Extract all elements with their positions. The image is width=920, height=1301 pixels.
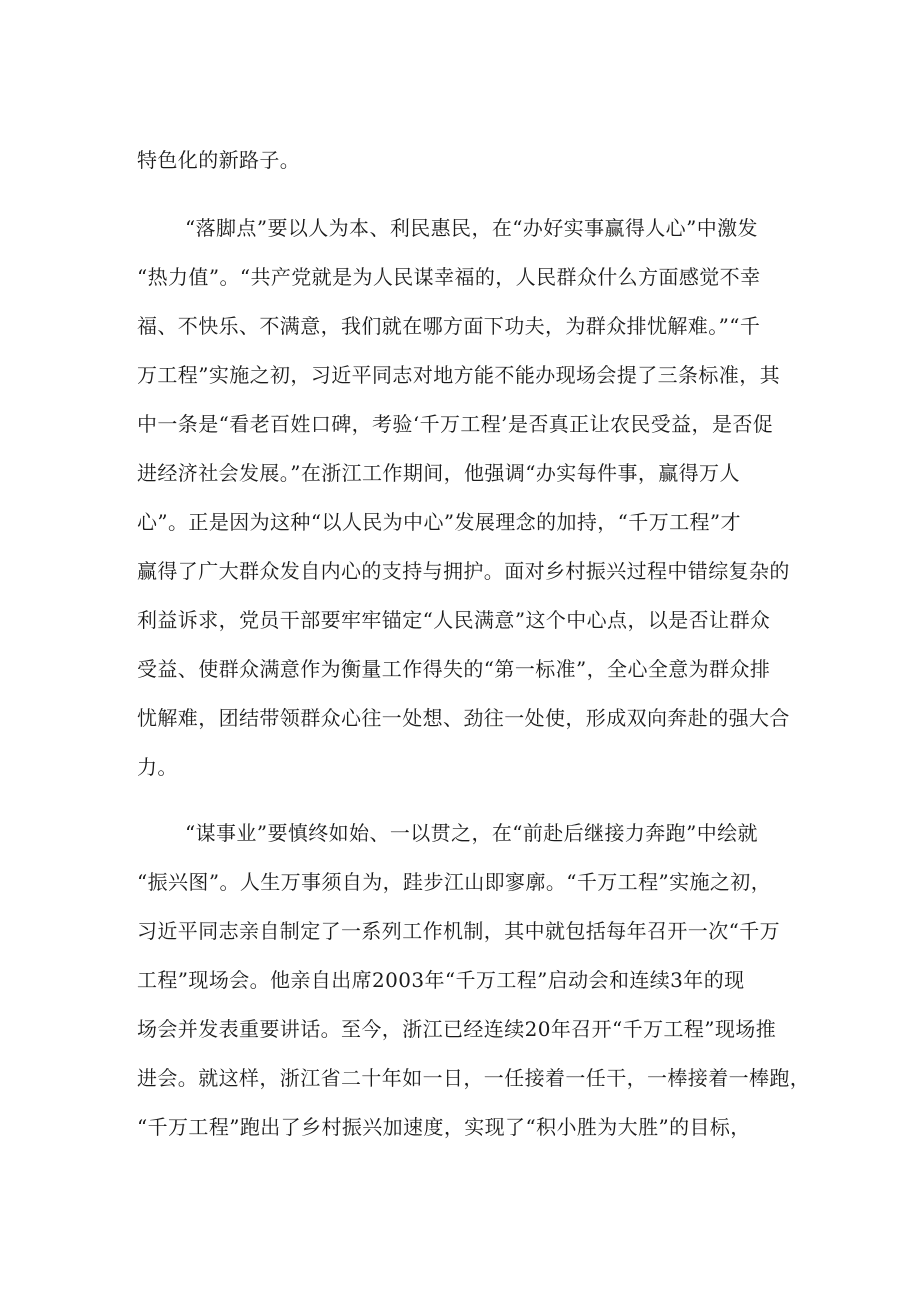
- paragraph-line: 万工程”实施之初，习近平同志对地方能不能办现场会提了三条标准，其: [137, 363, 781, 387]
- paragraph-line: “千万工程”跑出了乡村振兴加速度，实现了“积小胜为大胜”的目标，: [137, 1115, 751, 1139]
- paragraph-line: 工程”现场会。他亲自出席2003年“千万工程”启动会和连续3年的现: [137, 968, 745, 992]
- paragraph-line: “谋事业”要慎终如始、一以贯之，在“前赴后继接力奔跑”中绘就: [185, 821, 758, 845]
- paragraph-line: 忧解难，团结带领群众心往一处想、劲往一处使，形成双向奔赴的强大合: [137, 706, 790, 730]
- paragraph-line: 利益诉求，党员干部要牢牢锚定“人民满意”这个中心点，以是否让群众: [137, 608, 771, 632]
- paragraph-line: “落脚点”要以人为本、利民惠民，在“办好实事赢得人心”中激发: [185, 216, 758, 240]
- paragraph-line: 福、不快乐、不满意，我们就在哪方面下功夫，为群众排忧解难。”“千: [137, 314, 761, 338]
- paragraph-1: [137, 136, 787, 185]
- paragraph-line: “振兴图”。人生万事须自为，跬步江山即寥廓。“千万工程”实施之初，: [137, 870, 772, 894]
- paragraph-2: [137, 204, 790, 792]
- paragraph-line: 进会。就这样，浙江省二十年如一日，一任接着一任干，一棒接着一棒跑，: [137, 1066, 811, 1090]
- paragraph-line: 中一条是“看老百姓口碑，考验‘千万工程’是否真正让农民受益，是否促: [137, 412, 774, 436]
- paragraph-line: 心”。正是因为这种“以人民为中心”发展理念的加持，“千万工程”才: [137, 510, 741, 534]
- paragraph-line: “热力值”。“共产党就是为人民谋幸福的，人民群众什么方面感觉不幸: [137, 265, 761, 289]
- paragraph-line: 场会并发表重要讲话。至今，浙江已经连续20年召开“千万工程”现场推: [137, 1017, 777, 1041]
- paragraph-line: 力。: [137, 755, 178, 779]
- paragraph-line: 习近平同志亲自制定了一系列工作机制，其中就包括每年召开一次“千万: [137, 919, 781, 943]
- paragraph-line: 赢得了广大群众发自内心的支持与拥护。面对乡村振兴过程中错综复杂的: [137, 559, 790, 583]
- paragraph-3: [137, 809, 811, 1152]
- paragraph-line: 受益、使群众满意作为衡量工作得失的“第一标准”，全心全意为群众排: [137, 657, 771, 681]
- paragraph-line: 进经济社会发展。”在浙江工作期间，他强调“办实每件事，赢得万人: [137, 461, 740, 485]
- paragraph-line: 特色化的新路子。: [137, 148, 301, 172]
